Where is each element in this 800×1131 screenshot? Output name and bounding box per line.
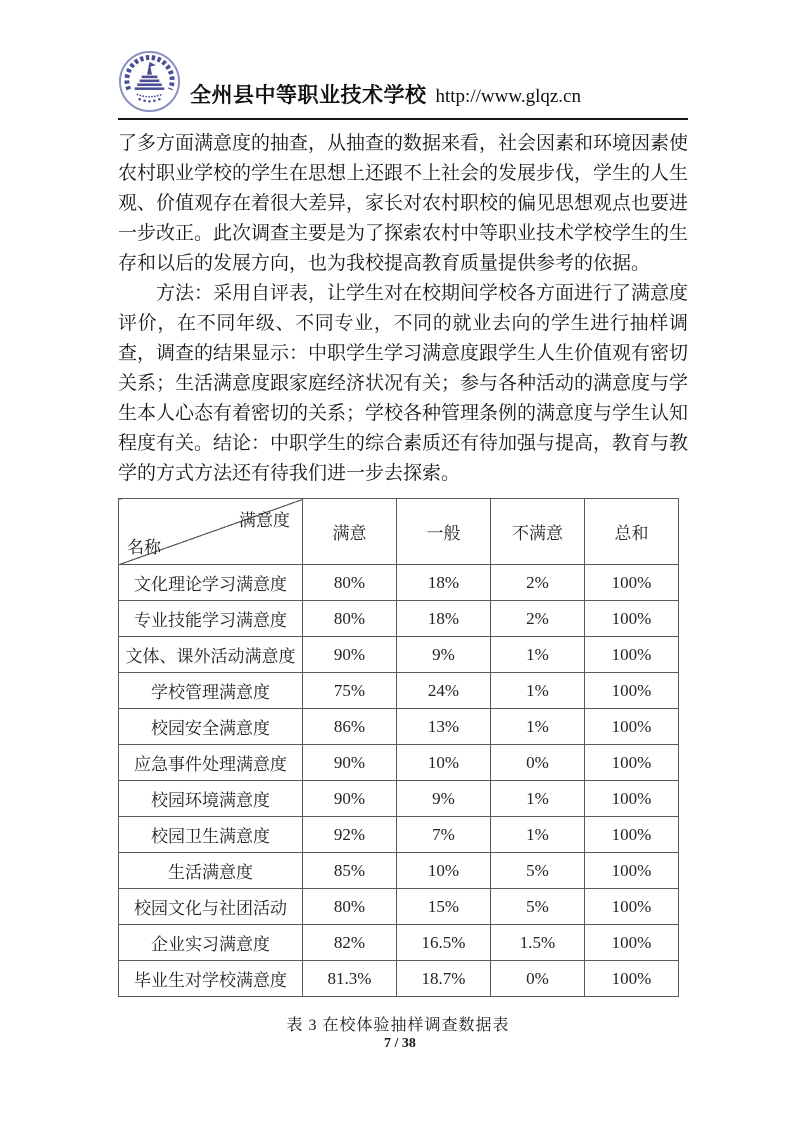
table-row [119, 961, 679, 997]
cell-average: 18.7% [397, 961, 491, 997]
cell-satisfied: 90% [303, 781, 397, 817]
row-label: 文化理论学习满意度 [119, 565, 303, 601]
row-label: 专业技能学习满意度 [119, 601, 303, 637]
row-label: 企业实习满意度 [119, 925, 303, 961]
table-row [119, 565, 679, 601]
cell-satisfied: 90% [303, 745, 397, 781]
table-row [119, 601, 679, 637]
cell-total: 100% [585, 565, 679, 601]
cell-satisfied: 86% [303, 709, 397, 745]
corner-label-name: 名称 [127, 538, 161, 557]
column-header-total: 总和 [585, 499, 679, 565]
row-label: 校园安全满意度 [119, 709, 303, 745]
cell-satisfied: 80% [303, 889, 397, 925]
cell-dissatisfied: 1% [491, 709, 585, 745]
table-row [119, 673, 679, 709]
cell-satisfied: 80% [303, 565, 397, 601]
cell-total: 100% [585, 961, 679, 997]
cell-satisfied: 85% [303, 853, 397, 889]
cell-satisfied: 82% [303, 925, 397, 961]
school-logo-icon [118, 50, 181, 113]
row-label: 校园环境满意度 [119, 781, 303, 817]
cell-dissatisfied: 0% [491, 745, 585, 781]
row-label: 校园卫生满意度 [119, 817, 303, 853]
row-label: 文体、课外活动满意度 [119, 637, 303, 673]
cell-average: 7% [397, 817, 491, 853]
table-row [119, 853, 679, 889]
row-label: 生活满意度 [119, 853, 303, 889]
satisfaction-survey-table [118, 498, 679, 997]
table-row [119, 745, 679, 781]
cell-dissatisfied: 1% [491, 781, 585, 817]
cell-dissatisfied: 1% [491, 637, 585, 673]
page-number: 7 / 38 [384, 1036, 416, 1051]
cell-total: 100% [585, 817, 679, 853]
cell-total: 100% [585, 853, 679, 889]
school-name: 全州县中等职业技术学校 [190, 84, 427, 107]
table-header-row [119, 499, 679, 565]
cell-dissatisfied: 2% [491, 601, 585, 637]
row-label: 学校管理满意度 [119, 673, 303, 709]
cell-satisfied: 90% [303, 637, 397, 673]
cell-satisfied: 80% [303, 601, 397, 637]
cell-total: 100% [585, 637, 679, 673]
table-caption: 表 3 在校体验抽样调查数据表 [286, 1017, 510, 1034]
document-body [118, 120, 688, 1035]
cell-average: 24% [397, 673, 491, 709]
cell-total: 100% [585, 889, 679, 925]
row-label: 应急事件处理满意度 [119, 745, 303, 781]
page-header [118, 0, 688, 120]
cell-total: 100% [585, 745, 679, 781]
cell-average: 10% [397, 745, 491, 781]
school-url-link[interactable]: http://www.glqz.cn [435, 86, 581, 107]
cell-dissatisfied: 5% [491, 853, 585, 889]
cell-average: 18% [397, 601, 491, 637]
cell-satisfied: 75% [303, 673, 397, 709]
cell-average: 16.5% [397, 925, 491, 961]
column-header-average: 一般 [397, 499, 491, 565]
cell-total: 100% [585, 925, 679, 961]
column-header-satisfied: 满意 [303, 499, 397, 565]
cell-total: 100% [585, 709, 679, 745]
table-row [119, 925, 679, 961]
cell-total: 100% [585, 673, 679, 709]
table-body [119, 565, 679, 997]
cell-dissatisfied: 0% [491, 961, 585, 997]
table-row [119, 781, 679, 817]
cell-total: 100% [585, 601, 679, 637]
paragraph-survey-intro: 了多方面满意度的抽查，从抽查的数据来看，社会因素和环境因素使农村职业学校的学生在思想上还跟不上社会的发展步伐，学生的人生观、价值观存在着很大差异，家长对农村职校的偏见思想观点也要进一步改正。此次调查主要是为了探索农村中等职业技术学校学生的生存和以后的发展方向，也为我校提高教育质量提供参考的依据。 [118, 133, 689, 274]
table-row [119, 637, 679, 673]
table-row [119, 889, 679, 925]
row-label: 毕业生对学校满意度 [119, 961, 303, 997]
table-row [119, 817, 679, 853]
cell-total: 100% [585, 781, 679, 817]
cell-satisfied: 92% [303, 817, 397, 853]
cell-average: 10% [397, 853, 491, 889]
table-row [119, 709, 679, 745]
column-header-dissatisfied: 不满意 [491, 499, 585, 565]
cell-average: 13% [397, 709, 491, 745]
cell-dissatisfied: 5% [491, 889, 585, 925]
cell-satisfied: 81.3% [303, 961, 397, 997]
paragraph-method-conclusion: 方法：采用自评表，让学生对在校期间学校各方面进行了满意度评价，在不同年级、不同专业，不同的就业去向的学生进行抽样调查，调查的结果显示：中职学生学习满意度跟学生人生价值观有密切关系；生活满意度跟家庭经济状况有关；参与各种活动的满意度与学生本人心态有着密切的关系；学校各种管理条例的满意度与学生认知程度有关。结论：中职学生的综合素质还有待加强与提高，教育与教学的方式方法还有待我们进一步去探索。 [118, 283, 689, 484]
cell-dissatisfied: 1.5% [491, 925, 585, 961]
row-label: 校园文化与社团活动 [119, 889, 303, 925]
cell-average: 9% [397, 781, 491, 817]
cell-dissatisfied: 1% [491, 673, 585, 709]
corner-label-satisfaction: 满意度 [239, 511, 290, 530]
cell-average: 9% [397, 637, 491, 673]
cell-dissatisfied: 1% [491, 817, 585, 853]
cell-average: 15% [397, 889, 491, 925]
cell-dissatisfied: 2% [491, 565, 585, 601]
diagonal-corner-cell [119, 499, 303, 565]
cell-average: 18% [397, 565, 491, 601]
